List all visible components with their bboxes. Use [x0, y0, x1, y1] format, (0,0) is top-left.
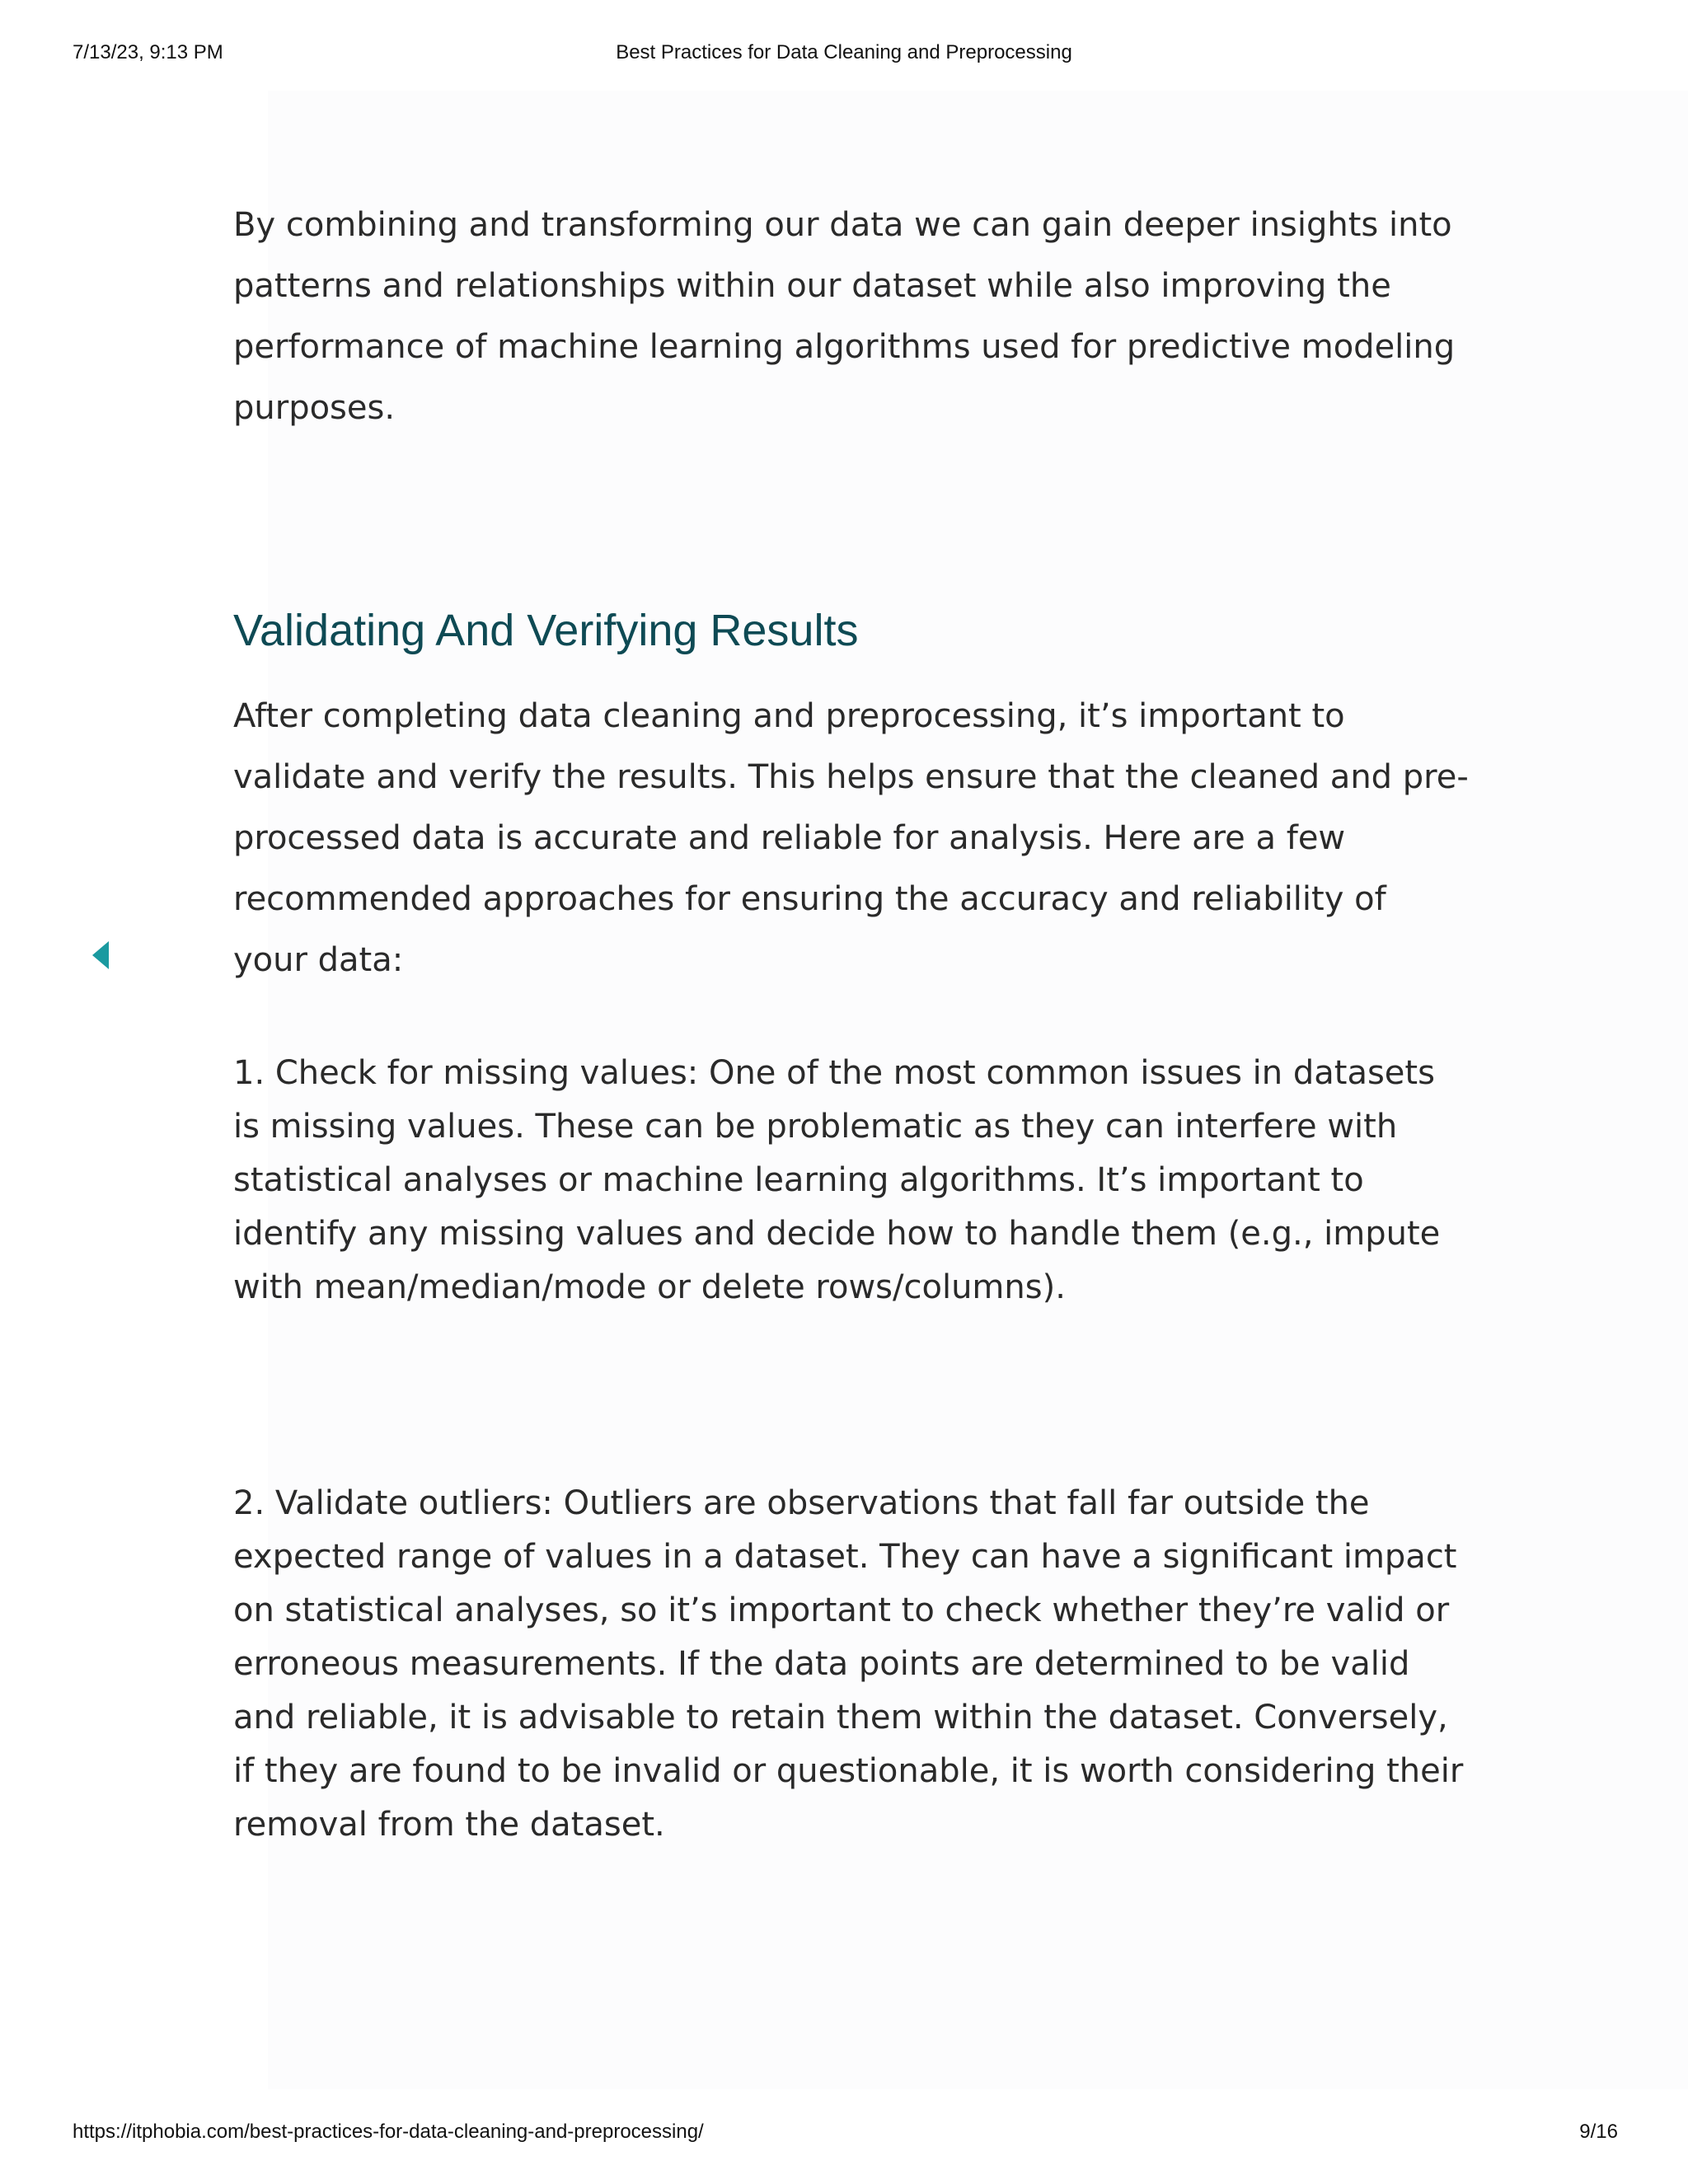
caret-left-icon[interactable]: [92, 941, 109, 969]
article-body: [233, 194, 1470, 1844]
print-datetime: 7/13/23, 9:13 PM: [73, 41, 223, 63]
print-page-number: 9/16: [1579, 2121, 1618, 2143]
list-item: 1. Check for missing values: One of the most common issues in datasets is missing values. These can be problematic as they can interfere with statistical analyses or machine learning algorithms. It’s important to identify any missing values and decide how to handle them (e.g., impute with mean/median/mode or delete rows/columns).: [233, 1054, 1441, 1306]
section-heading: Validating And Verifying Results: [233, 606, 859, 655]
section-paragraph: After completing data cleaning and preprocessing, it’s important to validate and verify the results. This helps ensure that the cleaned and pre-processed data is accurate and reliable for analysis. Here are a few recommended approaches for ensuring the accuracy and reliability of your data:: [233, 697, 1469, 979]
list-item: 2. Validate outliers: Outliers are observations that fall far outside the expected range of values in a dataset. They can have a significant impact on statistical analyses, so it’s important to check whether they’re valid or erroneous measurements. If the data points are determined to be valid and reliable, it is advisable to retain them within the dataset. Conversely, if they are found to be invalid or questionable, it is worth considering their removal from the dataset.: [233, 1484, 1464, 1844]
print-page-title: Best Practices for Data Cleaning and Preprocessing: [616, 41, 1072, 63]
intro-paragraph: By combining and transforming our data we can gain deeper insights into patterns and relationships within our dataset while also improving the performance of machine learning algorithms used for predictive modeling purposes.: [233, 206, 1456, 427]
print-url: https://itphobia.com/best-practices-for-data-cleaning-and-preprocessing/: [73, 2121, 704, 2143]
